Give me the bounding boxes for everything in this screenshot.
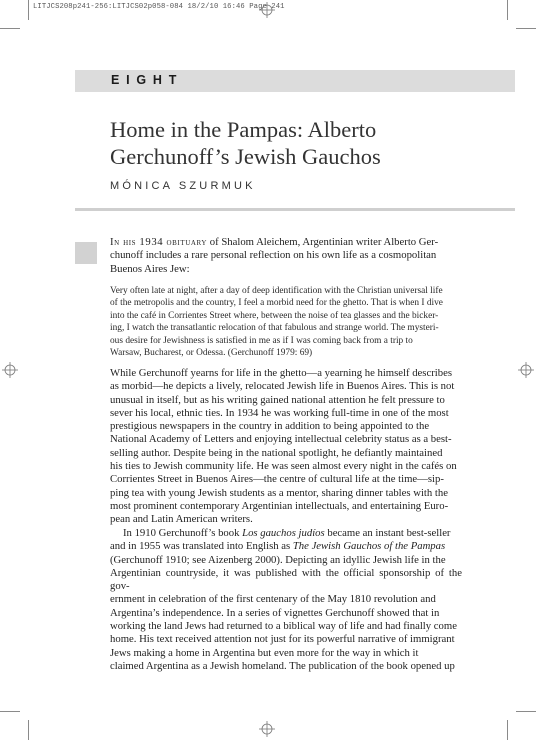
quote-line: Very often late at night, after a day of deep identification with the Christian universal life xyxy=(110,286,443,296)
quote-line: ing, I watch the transatlantic relocation of that fabulous and strange world. The mysteri- xyxy=(110,323,439,334)
body-line: In 1910 Gerchunoff’s book xyxy=(123,527,243,539)
body-line: prestigious newspapers in the country in addition to being appointed to the xyxy=(110,420,430,433)
registration-mark-top xyxy=(259,2,275,18)
crop-mark-bottom-right-vertical xyxy=(507,720,508,740)
crop-mark-top-left-vertical xyxy=(28,0,29,20)
chapter-title-line-1: Home in the Pampas: Alberto xyxy=(110,117,377,142)
crop-mark-bottom-left-vertical xyxy=(28,720,29,740)
body-line: ping tea with young Jewish students as a mentor, sharing dinner tables with the xyxy=(110,486,448,499)
crop-mark-top-right-vertical xyxy=(507,0,508,20)
printer-slug: LITJCS208p241-256:LITJCS02p058-084 18/2/10 16:46 Page 241 xyxy=(33,3,285,11)
quote-line: ous desire for Jewishness is satisfied in me as if I was coming back from a trip to xyxy=(110,335,413,346)
body-line: While Gerchunoff yearns for life in the ghetto—a yearning he himself describes xyxy=(110,367,452,379)
body-line: ernment in celebration of the first centenary of the May 1810 revolution and xyxy=(110,593,436,606)
body-line: as morbid—he depicts a lively, relocated Jewish life in Buenos Aires. This is not xyxy=(110,380,455,393)
crop-mark-top-right-horizontal xyxy=(516,28,536,29)
body-paragraph-1 xyxy=(110,367,462,527)
section-marker-square xyxy=(75,242,97,264)
body-line: his ties to Jewish community life. He was seen almost every night in the cafés on xyxy=(110,460,457,473)
quote-line: into the café in Corrientes Street where, between the noise of tea glasses and the bicker- xyxy=(110,310,439,321)
crop-mark-bottom-left-horizontal xyxy=(0,711,20,712)
book-title-italic: Los gauchos judíos xyxy=(242,527,325,539)
crop-mark-top-left-horizontal xyxy=(0,28,20,29)
chapter-title-line-2: Gerchunoff’s Jewish Gauchos xyxy=(110,144,381,169)
chapter-author: MÓNICA SZURMUK xyxy=(110,180,256,192)
body-line: National Academy of Letters and enjoying intellectual celebrity status as a best- xyxy=(110,433,452,446)
body-line: and in 1955 was translated into English as xyxy=(110,540,293,553)
body-line: unusual in itself, but as his writing gained national attention he felt pressure to xyxy=(110,393,445,406)
body-line: Argentinian countryside, it was published with the official sponsorship of the gov- xyxy=(110,566,462,593)
body-line: Jews making a home in Argentina but even more for the way in which it xyxy=(110,646,419,659)
body-line: Argentina’s independence. In a series of vignettes Gerchunoff showed that in xyxy=(110,606,440,619)
chapter-title xyxy=(110,116,510,170)
translated-title-italic: The Jewish Gauchos of the Pampas xyxy=(292,540,446,553)
header-rule xyxy=(75,208,515,211)
body-line: working the land Jews had returned to a biblical way of life and had finally come xyxy=(110,620,457,633)
chapter-number: EIGHT xyxy=(111,73,184,87)
intro-lead-smallcaps: In his 1934 obituary xyxy=(110,236,208,248)
quote-line: Warsaw, Bucharest, or Odessa. (Gerchunoff 1979: 69) xyxy=(110,348,313,359)
body-paragraph-2 xyxy=(110,527,462,673)
body-line: claimed Argentina as a Jewish homeland. The publication of the book opened up xyxy=(110,659,455,672)
body-line: selling author. Despite being in the national spotlight, he defiantly maintained xyxy=(110,446,443,459)
block-quote xyxy=(110,285,462,359)
intro-paragraph xyxy=(110,236,462,276)
crop-mark-bottom-right-horizontal xyxy=(516,711,536,712)
intro-line: of Shalom Aleichem, Argentinian writer Alberto Ger- xyxy=(207,236,439,248)
registration-mark-left xyxy=(2,362,18,378)
registration-mark-bottom xyxy=(259,721,275,737)
quote-line: of the metropolis and the country, I feel a morbid need for the ghetto. That is when I dive xyxy=(110,298,443,309)
body-line: sever his local, ethnic ties. In 1934 he was working full-time in one of the most xyxy=(110,406,449,419)
body-line: pean and Latin American writers. xyxy=(110,513,253,526)
body-line: (Gerchunoff 1910; see Aizenberg 2000). Depicting an idyllic Jewish life in the xyxy=(110,553,446,566)
intro-line: chunoff includes a rare personal reflection on his own life as a cosmopolitan xyxy=(110,249,437,262)
body-line: home. His text received attention not just for its powerful narrative of immigrant xyxy=(110,633,455,646)
body-line: Corrientes Street in Buenos Aires—the centre of cultural life at the time—sip- xyxy=(110,473,444,486)
chapter-header-bar xyxy=(75,70,515,92)
body-line: became an instant best-seller xyxy=(324,527,451,539)
body-line: most prominent contemporary Argentinian intellectuals, and entertaining Euro- xyxy=(110,499,449,512)
intro-line: Buenos Aires Jew: xyxy=(110,262,190,275)
registration-mark-right xyxy=(518,362,534,378)
